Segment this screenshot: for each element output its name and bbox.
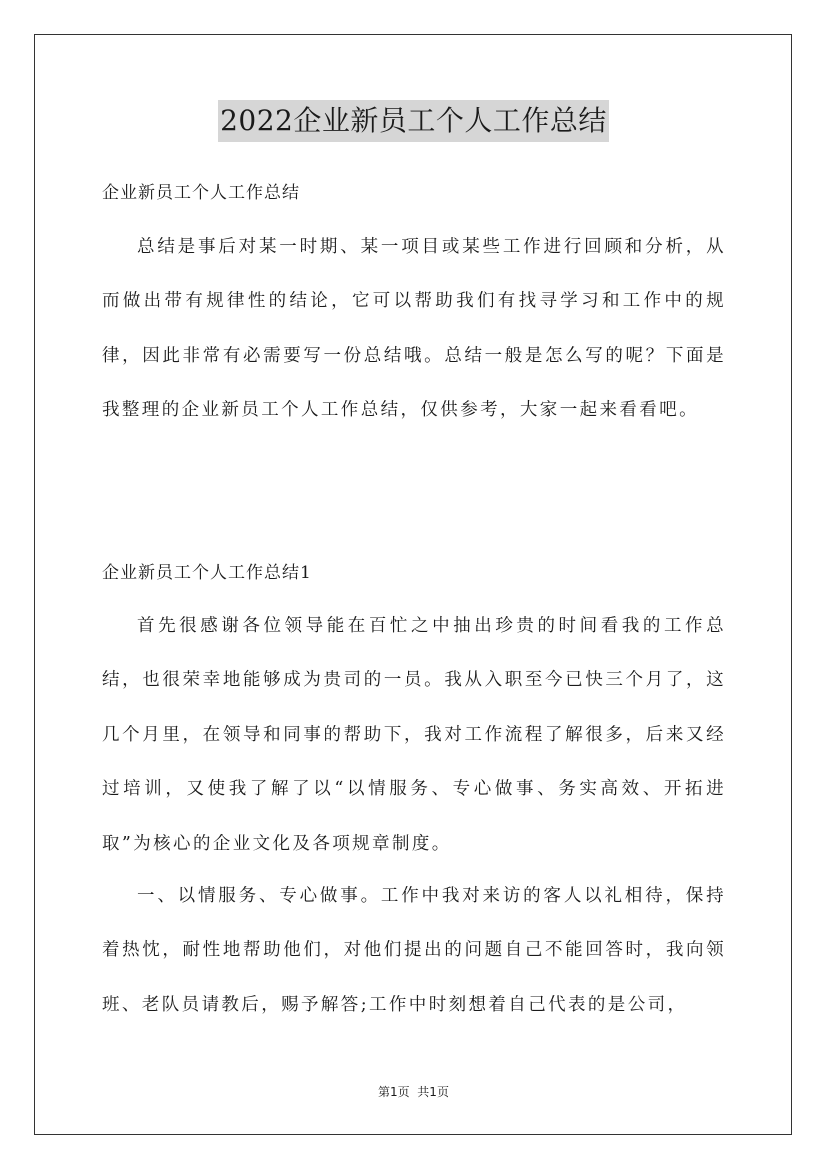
body-paragraph: 首先很感谢各位领导能在百忙之中抽出珍贵的时间看我的工作总结，也很荣幸地能够成为贵司的一员。我从入职至今已快三个月了，这几个月里，在领导和同事的帮助下，我对工作流程了解很多，后来又经过培训，又使我了解了以“以情服务、专心做事、务实高效、开拓进取”为核心的企业文化及各项规章制度。	[102, 616, 726, 854]
section-heading-intro: 企业新员工个人工作总结	[102, 183, 300, 203]
document-title: 2022企业新员工个人工作总结	[218, 100, 609, 142]
title-container	[0, 100, 827, 142]
section-heading-1: 企业新员工个人工作总结1	[102, 563, 312, 583]
intro-paragraph: 总结是事后对某一时期、某一项目或某些工作进行回顾和分析，从而做出带有规律性的结论，它可以帮助我们有找寻学习和工作中的规律，因此非常有必需要写一份总结哦。总结一般是怎么写的呢？下面是我整理的企业新员工个人工作总结，仅供参考，大家一起来看看吧。	[102, 237, 726, 421]
body-paragraph: 一、以情服务、专心做事。工作中我对来访的客人以礼相待，保持着热忱，耐性地帮助他们，对他们提出的问题自己不能回答时，我向领班、老队员请教后，赐予解答;工作中时刻想着自己代表的是公司，	[102, 886, 726, 1015]
page-footer: 第1页 共1页	[378, 1085, 449, 1099]
